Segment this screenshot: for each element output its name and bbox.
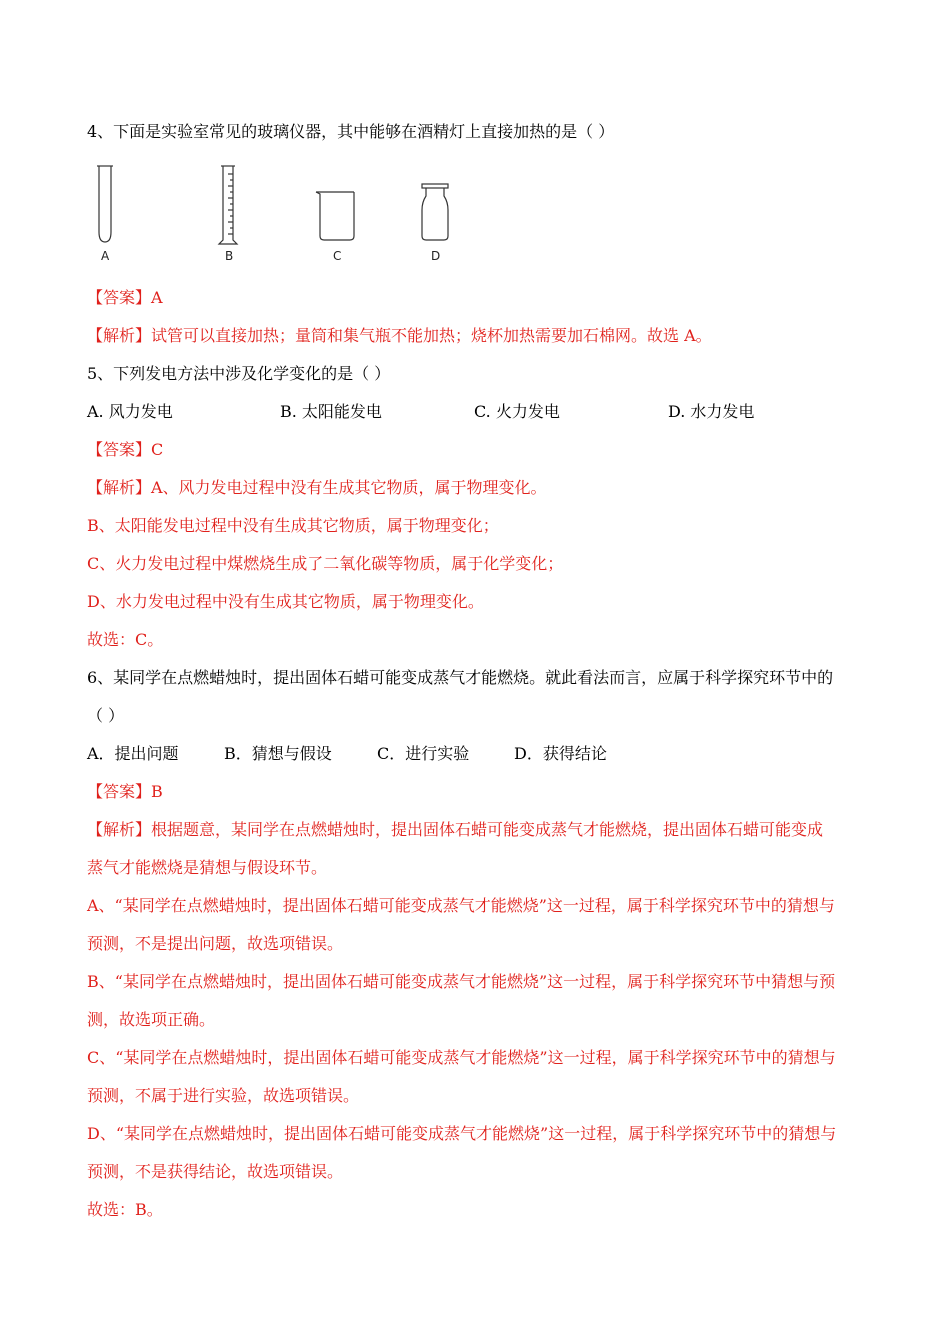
- q6-option-b: B．猜想与假设: [224, 744, 332, 763]
- label-b: B: [225, 249, 234, 263]
- q6-option-c: C．进行实验: [377, 744, 470, 763]
- q6-analysis-line: B、“某同学在点燃蜡烛时，提出固体石蜡可能变成蒸气才能燃烧”这一过程，属于科学探究环节中猜想与预: [87, 972, 836, 991]
- q6-analysis-line: 预测，不是提出问题，故选项错误。: [87, 934, 344, 953]
- q6-stem: 6、某同学在点燃蜡烛时，提出固体石蜡可能变成蒸气才能燃烧。就此看法而言，应属于科学探究环节中的: [87, 668, 834, 687]
- q6-analysis-line: 【解析】根据题意，某同学在点燃蜡烛时，提出固体石蜡可能变成蒸气才能燃烧，提出固体石蜡可能变成: [87, 820, 824, 839]
- q4-analysis: 【解析】试管可以直接加热；量筒和集气瓶不能加热；烧杯加热需要加石棉网。故选 A。: [87, 326, 712, 345]
- q6-analysis-line: 预测，不属于进行实验，故选项错误。: [87, 1086, 360, 1105]
- q5-stem: 5、下列发电方法中涉及化学变化的是（ ）: [87, 364, 391, 383]
- q5-answer: 【答案】C: [87, 440, 164, 459]
- q5-option-d: D. 水力发电: [668, 402, 755, 421]
- q5-analysis-line: D、水力发电过程中没有生成其它物质，属于物理变化。: [87, 592, 484, 611]
- q5-analysis-line: B、太阳能发电过程中没有生成其它物质，属于物理变化；: [87, 516, 499, 535]
- q6-analysis-line: 预测，不是获得结论，故选项错误。: [87, 1162, 344, 1181]
- test-tube-icon: [97, 166, 113, 242]
- gas-bottle-icon: [422, 184, 448, 240]
- q6-analysis-line: 故选：B。: [87, 1200, 163, 1219]
- q5-analysis-line: C、火力发电过程中煤燃烧生成了二氧化碳等物质，属于化学变化；: [87, 554, 564, 573]
- q6-stem-blank: （ ）: [87, 706, 125, 725]
- q6-analysis-line: D、“某同学在点燃蜡烛时，提出固体石蜡可能变成蒸气才能燃烧”这一过程，属于科学探究环节中的猜想与: [87, 1124, 837, 1143]
- label-d: D: [431, 249, 441, 263]
- glassware-figure: [92, 160, 462, 270]
- q5-option-a: A. 风力发电: [87, 402, 173, 421]
- q6-option-d: D．获得结论: [514, 744, 607, 763]
- q5-analysis-line: 故选：C。: [87, 630, 164, 649]
- glassware-drawings: [92, 160, 462, 270]
- q6-analysis-line: 测，故选项正确。: [87, 1010, 216, 1029]
- q4-answer: 【答案】A: [87, 288, 163, 307]
- label-a: A: [101, 249, 110, 263]
- q6-analysis-line: C、“某同学在点燃蜡烛时，提出固体石蜡可能变成蒸气才能燃烧”这一过程，属于科学探究环节中的猜想与: [87, 1048, 836, 1067]
- q6-analysis-line: A、“某同学在点燃蜡烛时，提出固体石蜡可能变成蒸气才能燃烧”这一过程，属于科学探究环节中的猜想与: [87, 896, 835, 915]
- q5-option-b: B. 太阳能发电: [280, 402, 382, 421]
- q5-option-c: C. 火力发电: [474, 402, 560, 421]
- beaker-icon: [316, 192, 354, 240]
- q6-analysis-line: 蒸气才能燃烧是猜想与假设环节。: [87, 858, 328, 877]
- q4-stem: 4、下面是实验室常见的玻璃仪器，其中能够在酒精灯上直接加热的是（ ）: [87, 122, 615, 141]
- q5-analysis-line: 【解析】A、风力发电过程中没有生成其它物质，属于物理变化。: [87, 478, 547, 497]
- q6-option-a: A．提出问题: [87, 744, 179, 763]
- label-c: C: [333, 249, 342, 263]
- q6-answer: 【答案】B: [87, 782, 163, 801]
- graduated-cylinder-icon: [219, 166, 237, 244]
